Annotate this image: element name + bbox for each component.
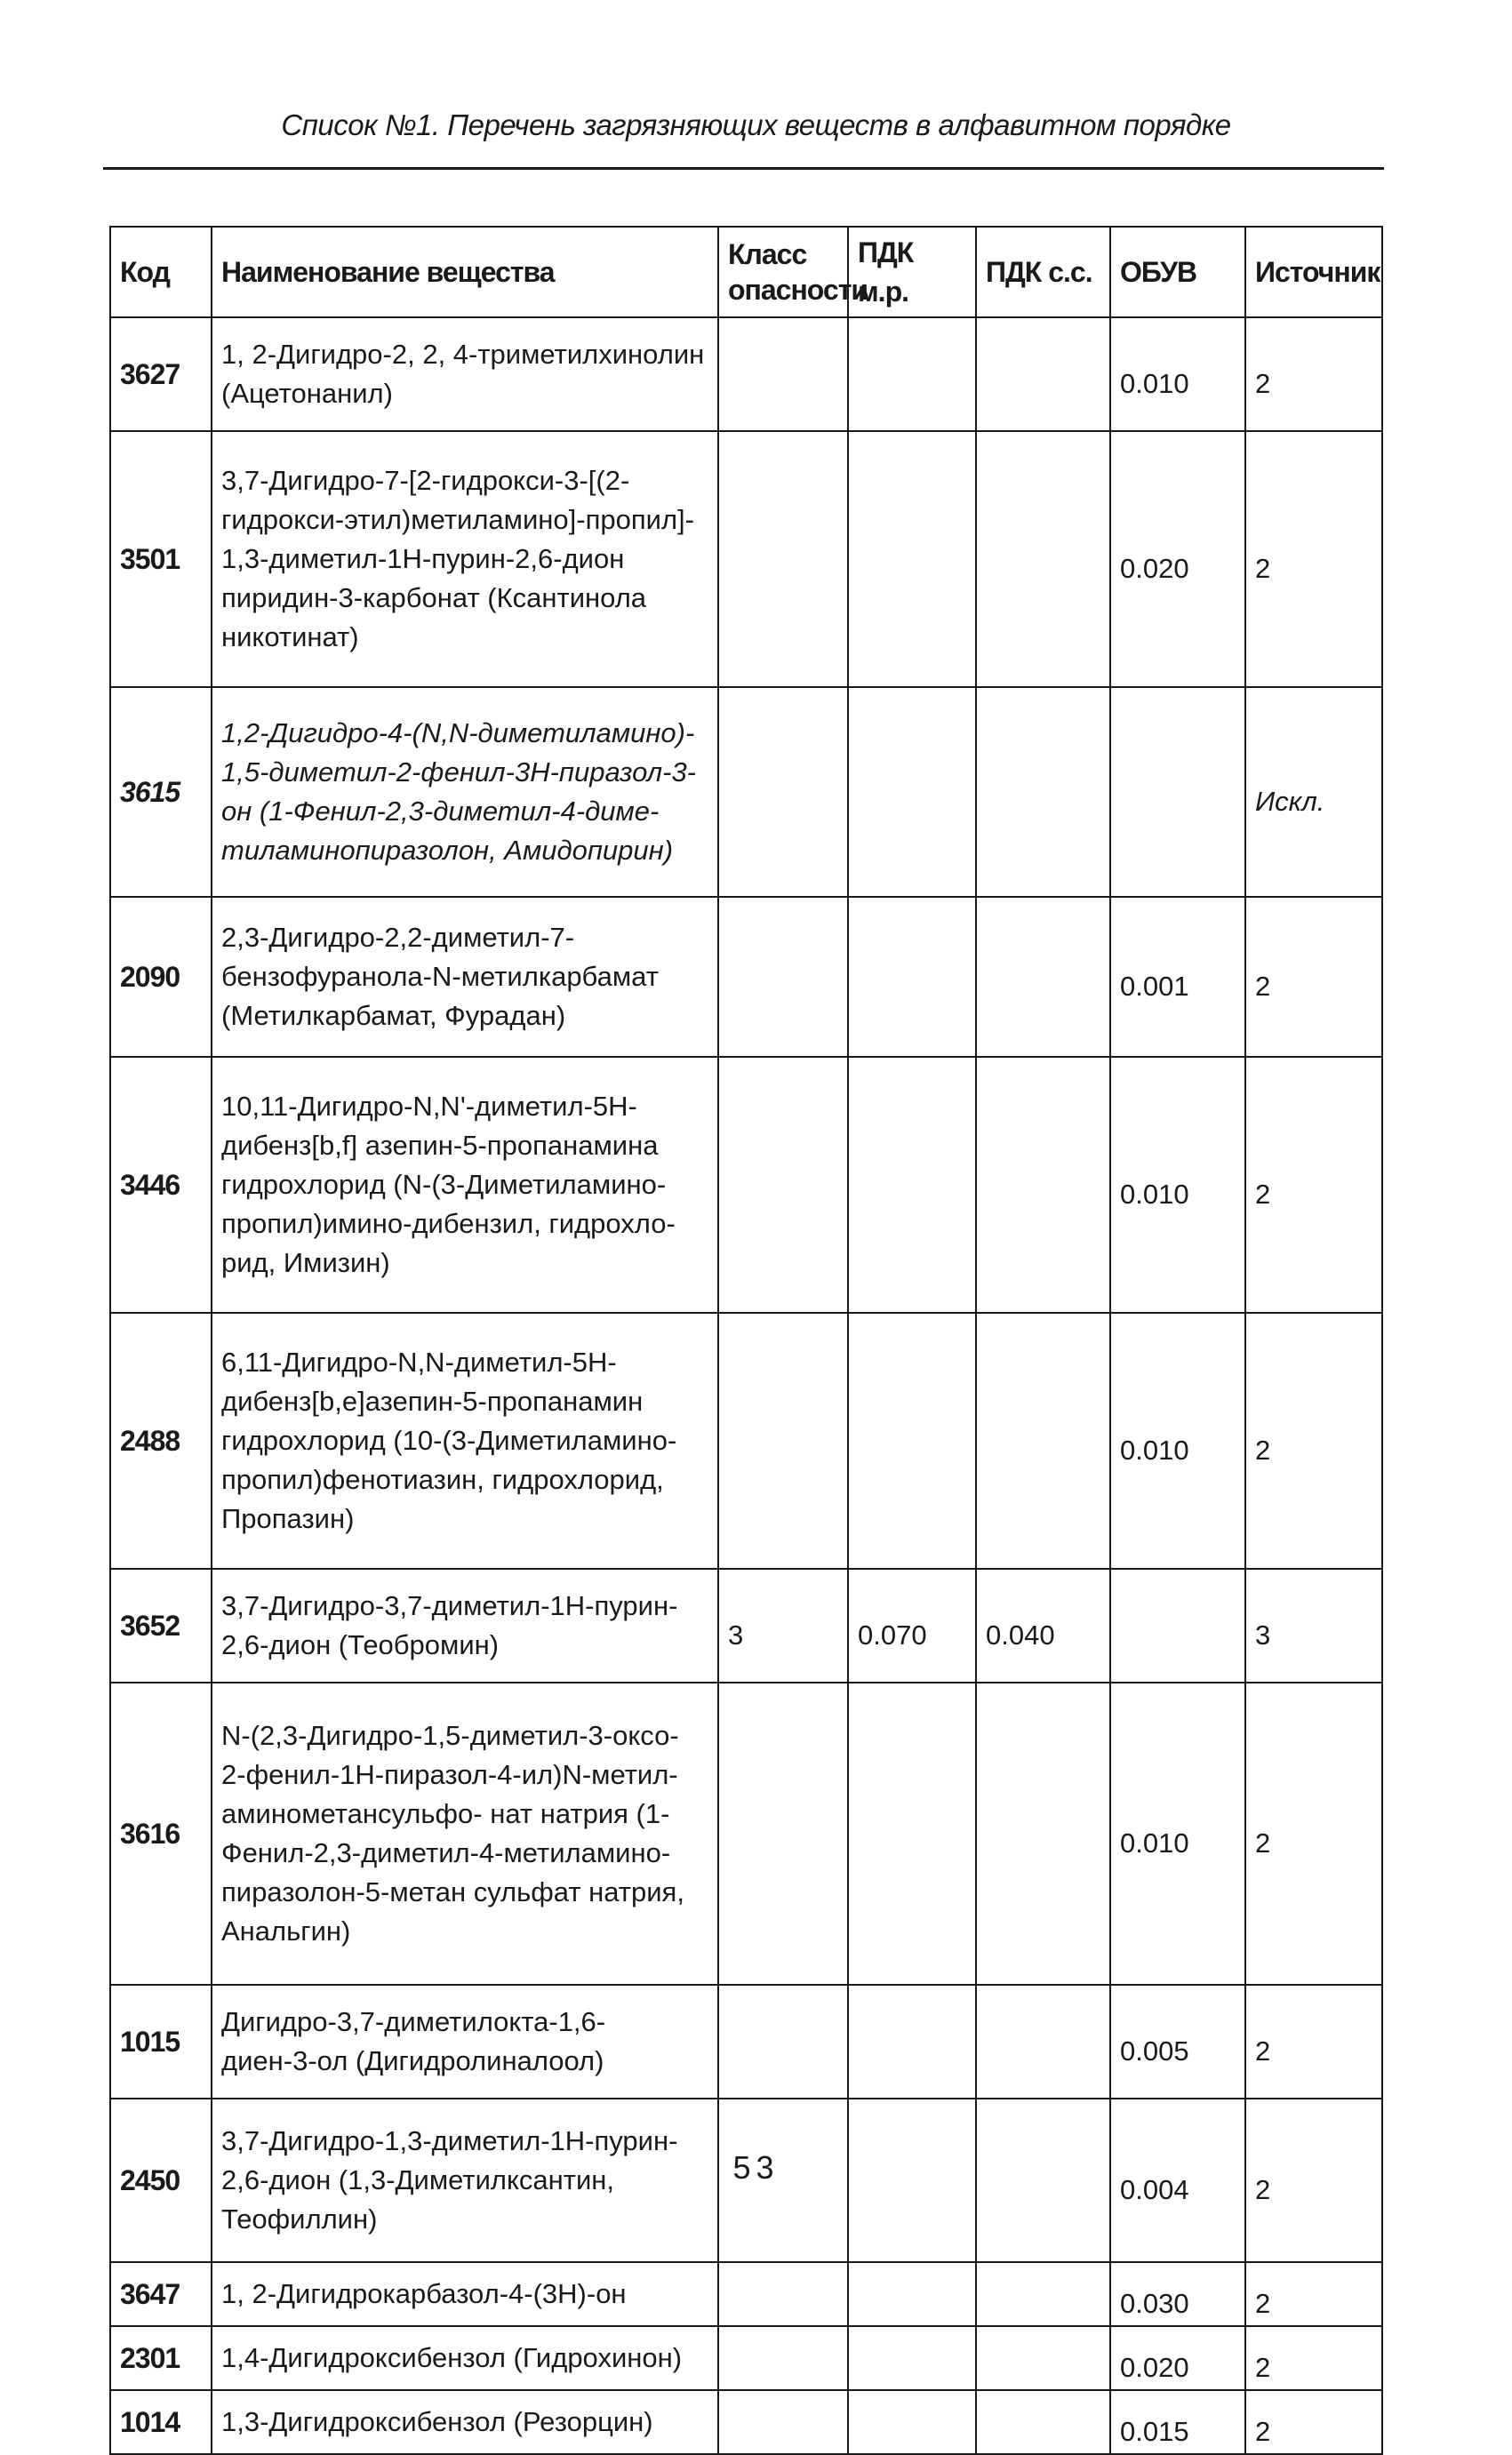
cell-code: 3652 — [110, 1569, 212, 1683]
cell-name — [212, 2326, 718, 2390]
cell-source: 2 — [1245, 1985, 1382, 2099]
cell-pdk-ss — [976, 1057, 1110, 1313]
cell-pdk-mr — [848, 2390, 976, 2454]
cell-pdk-ss — [976, 1313, 1110, 1569]
cell-code: 2301 — [110, 2326, 212, 2390]
table-row — [110, 2262, 1382, 2326]
cell-obuv: 0.015 — [1110, 2390, 1245, 2454]
page-number: 53 — [732, 2149, 780, 2186]
cell-name — [212, 431, 718, 687]
column-header-code: Код — [110, 227, 212, 317]
column-header-hazard-class-line1: Класс — [728, 238, 807, 270]
cell-source: 2 — [1245, 2326, 1382, 2390]
cell-hazard-class — [718, 1683, 848, 1985]
cell-name — [212, 317, 718, 431]
cell-name-line: бензофуранола-N-метилкарбамат — [221, 961, 659, 992]
cell-name-line: диен-3-ол (Дигидролиналоол) — [221, 2045, 604, 2076]
cell-pdk-mr — [848, 897, 976, 1057]
cell-name-line: 1,2-Дигидро-4-(N,N-диметиламино)- — [221, 717, 695, 748]
cell-name — [212, 1683, 718, 1985]
cell-name-line: 2,6-дион (1,3-Диметилксантин, — [221, 2164, 614, 2195]
cell-name-line: гидрокси-этил)метиламино]-пропил]- — [221, 504, 694, 535]
cell-code: 1014 — [110, 2390, 212, 2454]
column-header-pdk-mr: ПДК м.р. — [848, 227, 976, 317]
cell-hazard-class — [718, 1985, 848, 2099]
running-header: Список №1. Перечень загрязняющих веществ в алфавитном порядке — [281, 108, 1231, 141]
cell-name-line: 1, 2-Дигидрокарбазол-4-(3Н)-он — [221, 2278, 627, 2309]
cell-name-line: (Ацетонанил) — [221, 378, 393, 409]
header-rule — [103, 167, 1384, 170]
cell-pdk-ss — [976, 2262, 1110, 2326]
cell-name — [212, 1985, 718, 2099]
cell-hazard-class — [718, 2390, 848, 2454]
cell-name-line: дибенз[b,e]азепин-5-пропанамин — [221, 1386, 644, 1417]
cell-name — [212, 2262, 718, 2326]
cell-obuv: 0.010 — [1110, 1057, 1245, 1313]
cell-pdk-mr — [848, 2326, 976, 2390]
cell-code: 3616 — [110, 1683, 212, 1985]
cell-name-line: 1,4-Дигидроксибензол (Гидрохинон) — [221, 2342, 683, 2373]
cell-pdk-mr — [848, 1985, 976, 2099]
column-header-hazard-class-line2: опасности — [728, 274, 868, 306]
cell-source: Искл. — [1245, 687, 1382, 897]
table-row — [110, 1569, 1382, 1683]
cell-code: 3615 — [110, 687, 212, 897]
cell-obuv: 0.020 — [1110, 431, 1245, 687]
cell-name — [212, 2390, 718, 2454]
cell-name-line: 2-фенил-1Н-пиразол-4-ил)N-метил- — [221, 1759, 678, 1790]
cell-source: 2 — [1245, 1683, 1382, 1985]
cell-obuv — [1110, 687, 1245, 897]
cell-name-line: он (1-Фенил-2,3-диметил-4-диме- — [221, 796, 660, 827]
cell-name-line: дибенз[b,f] азепин-5-пропанамина — [221, 1130, 659, 1161]
table-row — [110, 1985, 1382, 2099]
cell-code: 2450 — [110, 2099, 212, 2262]
cell-obuv: 0.010 — [1110, 317, 1245, 431]
cell-hazard-class — [718, 687, 848, 897]
cell-hazard-class: 3 — [718, 1569, 848, 1683]
table-row — [110, 1313, 1382, 1569]
table-row — [110, 1057, 1382, 1313]
cell-code: 1015 — [110, 1985, 212, 2099]
cell-pdk-mr — [848, 687, 976, 897]
cell-name — [212, 897, 718, 1057]
cell-name-line: Пропазин) — [221, 1503, 355, 1534]
cell-pdk-ss: 0.040 — [976, 1569, 1110, 1683]
cell-name-line: аминометансульфо- нат натрия (1- — [221, 1798, 670, 1829]
column-header-obuv: ОБУВ — [1110, 227, 1245, 317]
cell-name-line: 1,3-Дигидроксибензол (Резорцин) — [221, 2406, 653, 2437]
cell-source: 2 — [1245, 1057, 1382, 1313]
cell-obuv — [1110, 1569, 1245, 1683]
table-row — [110, 2326, 1382, 2390]
cell-obuv: 0.001 — [1110, 897, 1245, 1057]
pollutants-table — [109, 226, 1383, 2455]
cell-name-line: 6,11-Дигидро-N,N-диметил-5Н- — [221, 1347, 617, 1378]
cell-name-line: никотинат) — [221, 621, 359, 652]
cell-obuv: 0.010 — [1110, 1683, 1245, 1985]
column-header-hazard-class — [718, 227, 868, 317]
cell-pdk-mr — [848, 1313, 976, 1569]
cell-source: 2 — [1245, 2099, 1382, 2262]
cell-pdk-ss — [976, 317, 1110, 431]
cell-obuv: 0.005 — [1110, 1985, 1245, 2099]
cell-hazard-class — [718, 317, 848, 431]
cell-name-line: Фенил-2,3-диметил-4-метиламино- — [221, 1837, 671, 1868]
column-header-name: Наименование вещества — [212, 227, 718, 317]
cell-obuv: 0.020 — [1110, 2326, 1245, 2390]
cell-code: 3627 — [110, 317, 212, 431]
cell-pdk-mr — [848, 431, 976, 687]
cell-name-line: гидрохлорид (10-(3-Диметиламино- — [221, 1425, 677, 1456]
cell-name-line: 3,7-Дигидро-3,7-диметил-1Н-пурин- — [221, 1590, 678, 1621]
cell-name-line: тиламинопиразолон, Амидопирин) — [221, 835, 674, 866]
cell-obuv: 0.010 — [1110, 1313, 1245, 1569]
cell-source: 2 — [1245, 1313, 1382, 1569]
cell-name-line: пиридин-3-карбонат (Ксантинола — [221, 582, 647, 613]
cell-name-line: рид, Имизин) — [221, 1247, 390, 1278]
cell-name-line: 10,11-Дигидро-N,N'-диметил-5Н- — [221, 1091, 637, 1122]
cell-obuv: 0.030 — [1110, 2262, 1245, 2326]
table-body — [110, 317, 1382, 2454]
cell-name-line: пропил)фенотиазин, гидрохлорид, — [221, 1464, 664, 1495]
cell-name-line: 1,3-диметил-1Н-пурин-2,6-дион — [221, 543, 625, 574]
cell-name-line: 2,6-дион (Теобромин) — [221, 1629, 500, 1660]
cell-name-line: гидрохлорид (N-(3-Диметиламино- — [221, 1169, 667, 1200]
cell-source: 2 — [1245, 897, 1382, 1057]
cell-pdk-ss — [976, 2326, 1110, 2390]
cell-pdk-mr — [848, 317, 976, 431]
cell-name — [212, 687, 718, 897]
cell-name-line: (Метилкарбамат, Фурадан) — [221, 1000, 566, 1031]
cell-source: 2 — [1245, 2390, 1382, 2454]
cell-pdk-ss — [976, 687, 1110, 897]
cell-hazard-class — [718, 897, 848, 1057]
cell-source: 3 — [1245, 1569, 1382, 1683]
cell-code: 3446 — [110, 1057, 212, 1313]
cell-hazard-class — [718, 1057, 848, 1313]
cell-code: 3501 — [110, 431, 212, 687]
cell-pdk-mr: 0.070 — [848, 1569, 976, 1683]
cell-source: 2 — [1245, 317, 1382, 431]
column-header-pdk-ss: ПДК с.с. — [976, 227, 1110, 317]
cell-name — [212, 1569, 718, 1683]
cell-pdk-ss — [976, 2390, 1110, 2454]
cell-name-line: пиразолон-5-метан сульфат натрия, — [221, 1876, 684, 1907]
cell-code: 2488 — [110, 1313, 212, 1569]
cell-hazard-class — [718, 2326, 848, 2390]
cell-name-line: N-(2,3-Дигидро-1,5-диметил-3-оксо- — [221, 1720, 679, 1751]
cell-name-line: 1, 2-Дигидро-2, 2, 4-триметилхинолин — [221, 339, 705, 370]
table-row — [110, 431, 1382, 687]
table-header-row — [110, 227, 1382, 317]
table-row — [110, 897, 1382, 1057]
cell-pdk-ss — [976, 1985, 1110, 2099]
cell-name — [212, 1057, 718, 1313]
cell-pdk-mr — [848, 2262, 976, 2326]
cell-name — [212, 1313, 718, 1569]
cell-name-line: пропил)имино-дибензил, гидрохло- — [221, 1208, 676, 1239]
cell-pdk-mr — [848, 1683, 976, 1985]
cell-name-line: 3,7-Дигидро-1,3-диметил-1Н-пурин- — [221, 2125, 678, 2156]
table-row — [110, 1683, 1382, 1985]
cell-source: 2 — [1245, 431, 1382, 687]
cell-obuv: 0.004 — [1110, 2099, 1245, 2262]
cell-pdk-ss — [976, 431, 1110, 687]
cell-name-line: Теофиллин) — [221, 2203, 378, 2235]
cell-pdk-mr — [848, 1057, 976, 1313]
cell-name-line: 3,7-Дигидро-7-[2-гидрокси-3-[(2- — [221, 465, 630, 496]
cell-hazard-class — [718, 2262, 848, 2326]
table-row — [110, 2390, 1382, 2454]
cell-hazard-class — [718, 1313, 848, 1569]
table-row — [110, 687, 1382, 897]
cell-source: 2 — [1245, 2262, 1382, 2326]
cell-code: 2090 — [110, 897, 212, 1057]
column-header-source: Источник — [1245, 227, 1382, 317]
cell-name-line: 1,5-диметил-2-фенил-3Н-пиразол-3- — [221, 756, 697, 788]
cell-name-line: 2,3-Дигидро-2,2-диметил-7- — [221, 922, 575, 953]
cell-hazard-class — [718, 431, 848, 687]
cell-name-line: Анальгин) — [221, 1915, 351, 1947]
cell-pdk-ss — [976, 1683, 1110, 1985]
cell-pdk-ss — [976, 897, 1110, 1057]
cell-name-line: Дигидро-3,7-диметилокта-1,6- — [221, 2006, 606, 2037]
table-row — [110, 317, 1382, 431]
cell-code: 3647 — [110, 2262, 212, 2326]
